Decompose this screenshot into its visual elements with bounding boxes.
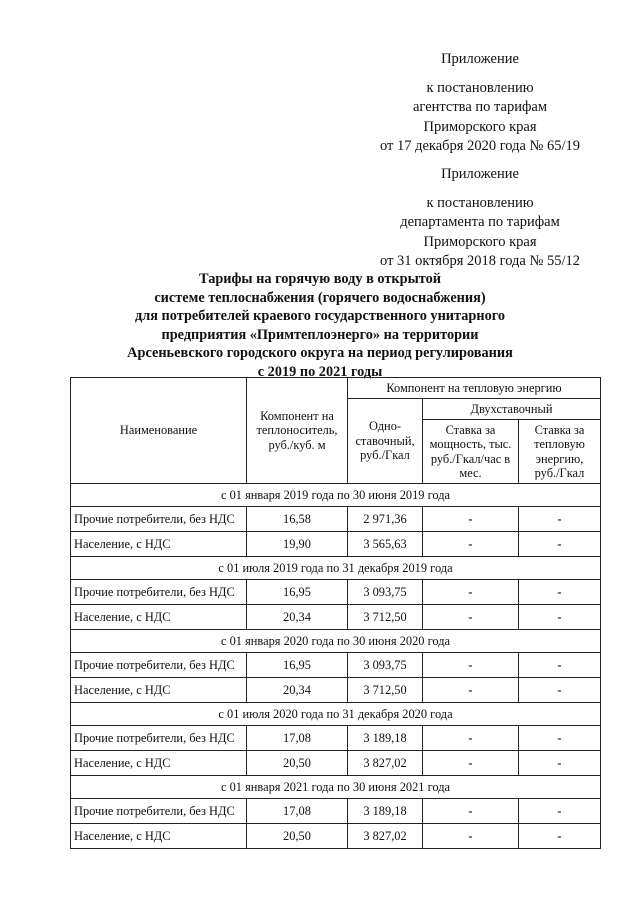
consumer-name: Прочие потребители, без НДС — [71, 507, 247, 532]
single-rate-value: 3 189,18 — [348, 726, 423, 751]
consumer-name: Прочие потребители, без НДС — [71, 653, 247, 678]
single-rate-value: 3 093,75 — [348, 653, 423, 678]
title-line: Арсеньевского городского округа на период регулирования — [127, 345, 513, 361]
capacity-rate-value: - — [423, 507, 519, 532]
energy-rate-value: - — [519, 726, 601, 751]
title-line: для потребителей краевого государственного унитарного — [134, 308, 506, 324]
period-row — [71, 484, 601, 507]
header-carrier: Компонент на теплоноситель, руб./куб. м — [247, 378, 348, 484]
header-two-part: Двухставочный — [423, 399, 601, 420]
consumer-name: Население, с НДС — [71, 824, 247, 849]
energy-rate-value: - — [519, 653, 601, 678]
appendix-line: Приморского края — [423, 118, 537, 135]
table-row — [71, 532, 601, 557]
period-row — [71, 776, 601, 799]
table-row — [71, 751, 601, 776]
carrier-value: 20,34 — [247, 605, 348, 630]
capacity-rate-value: - — [423, 580, 519, 605]
appendix-line: департамента по тарифам — [400, 214, 560, 230]
header-single-rate: Одно-ставочный, руб./Гкал — [348, 399, 423, 484]
consumer-name: Прочие потребители, без НДС — [71, 726, 247, 751]
single-rate-value: 3 712,50 — [348, 605, 423, 630]
document-title — [100, 270, 540, 381]
energy-rate-value: - — [519, 678, 601, 703]
appendix-line: от 17 декабря 2020 года № 65/19 — [379, 138, 581, 154]
table-body — [71, 484, 601, 849]
carrier-value: 16,58 — [247, 507, 348, 532]
period-row — [71, 630, 601, 653]
appendix-heading: Приложение — [441, 166, 519, 182]
appendix-block-2 — [330, 165, 630, 272]
table-row — [71, 653, 601, 678]
single-rate-value: 3 189,18 — [348, 799, 423, 824]
title-line: системе теплоснабжения (горячего водоснабжения) — [154, 289, 486, 306]
table-row — [71, 824, 601, 849]
energy-rate-value: - — [519, 799, 601, 824]
period-row — [71, 703, 601, 726]
capacity-rate-value: - — [423, 824, 519, 849]
table-row — [71, 726, 601, 751]
capacity-rate-value: - — [423, 653, 519, 678]
period-label: с 01 января 2019 года по 30 июня 2019 года — [71, 484, 601, 507]
table-row — [71, 580, 601, 605]
period-label: с 01 июля 2019 года по 31 декабря 2019 года — [71, 557, 601, 580]
appendix-heading: Приложение — [441, 51, 519, 67]
energy-rate-value: - — [519, 751, 601, 776]
single-rate-value: 3 093,75 — [348, 580, 423, 605]
consumer-name: Население, с НДС — [71, 532, 247, 557]
carrier-value: 19,90 — [247, 532, 348, 557]
capacity-rate-value: - — [423, 532, 519, 557]
consumer-name: Население, с НДС — [71, 678, 247, 703]
tariff-table — [70, 377, 601, 849]
title-line: с 2019 по 2021 годы — [257, 363, 383, 380]
appendix-line: от 31 октября 2018 года № 55/12 — [380, 253, 580, 269]
carrier-value: 17,08 — [247, 799, 348, 824]
carrier-value: 16,95 — [247, 580, 348, 605]
consumer-name: Население, с НДС — [71, 751, 247, 776]
capacity-rate-value: - — [423, 799, 519, 824]
carrier-value: 16,95 — [247, 653, 348, 678]
consumer-name: Прочие потребители, без НДС — [71, 799, 247, 824]
period-row — [71, 557, 601, 580]
single-rate-value: 2 971,36 — [348, 507, 423, 532]
consumer-name: Прочие потребители, без НДС — [71, 580, 247, 605]
energy-rate-value: - — [519, 532, 601, 557]
table-row — [71, 605, 601, 630]
header-name: Наименование — [71, 378, 247, 484]
header-energy-component: Компонент на тепловую энергию — [348, 378, 601, 399]
period-label: с 01 января 2021 года по 30 июня 2021 года — [71, 776, 601, 799]
table-header — [71, 378, 601, 484]
single-rate-value: 3 827,02 — [348, 824, 423, 849]
title-line: Тарифы на горячую воду в открытой — [199, 271, 441, 287]
energy-rate-value: - — [519, 605, 601, 630]
energy-rate-value: - — [519, 824, 601, 849]
title-line: предприятия «Примтеплоэнерго» на территории — [161, 326, 479, 343]
capacity-rate-value: - — [423, 678, 519, 703]
header-energy-rate: Ставка за тепловую энергию, руб./Гкал — [519, 420, 601, 484]
appendix-line: Приморского края — [423, 233, 537, 250]
carrier-value: 20,50 — [247, 824, 348, 849]
energy-rate-value: - — [519, 507, 601, 532]
single-rate-value: 3 827,02 — [348, 751, 423, 776]
energy-rate-value: - — [519, 580, 601, 605]
appendix-line: к постановлению — [426, 194, 534, 211]
carrier-value: 17,08 — [247, 726, 348, 751]
consumer-name: Население, с НДС — [71, 605, 247, 630]
table-row — [71, 507, 601, 532]
capacity-rate-value: - — [423, 751, 519, 776]
capacity-rate-value: - — [423, 605, 519, 630]
appendix-line: к постановлению — [426, 79, 534, 96]
table-row — [71, 678, 601, 703]
period-label: с 01 января 2020 года по 30 июня 2020 года — [71, 630, 601, 653]
carrier-value: 20,50 — [247, 751, 348, 776]
carrier-value: 20,34 — [247, 678, 348, 703]
appendix-block-1 — [330, 50, 630, 157]
single-rate-value: 3 712,50 — [348, 678, 423, 703]
period-label: с 01 июля 2020 года по 31 декабря 2020 года — [71, 703, 601, 726]
table-row — [71, 799, 601, 824]
capacity-rate-value: - — [423, 726, 519, 751]
single-rate-value: 3 565,63 — [348, 532, 423, 557]
appendix-line: агентства по тарифам — [413, 99, 547, 115]
header-capacity-rate: Ставка за мощность, тыс. руб./Гкал/час в мес. — [423, 420, 519, 484]
